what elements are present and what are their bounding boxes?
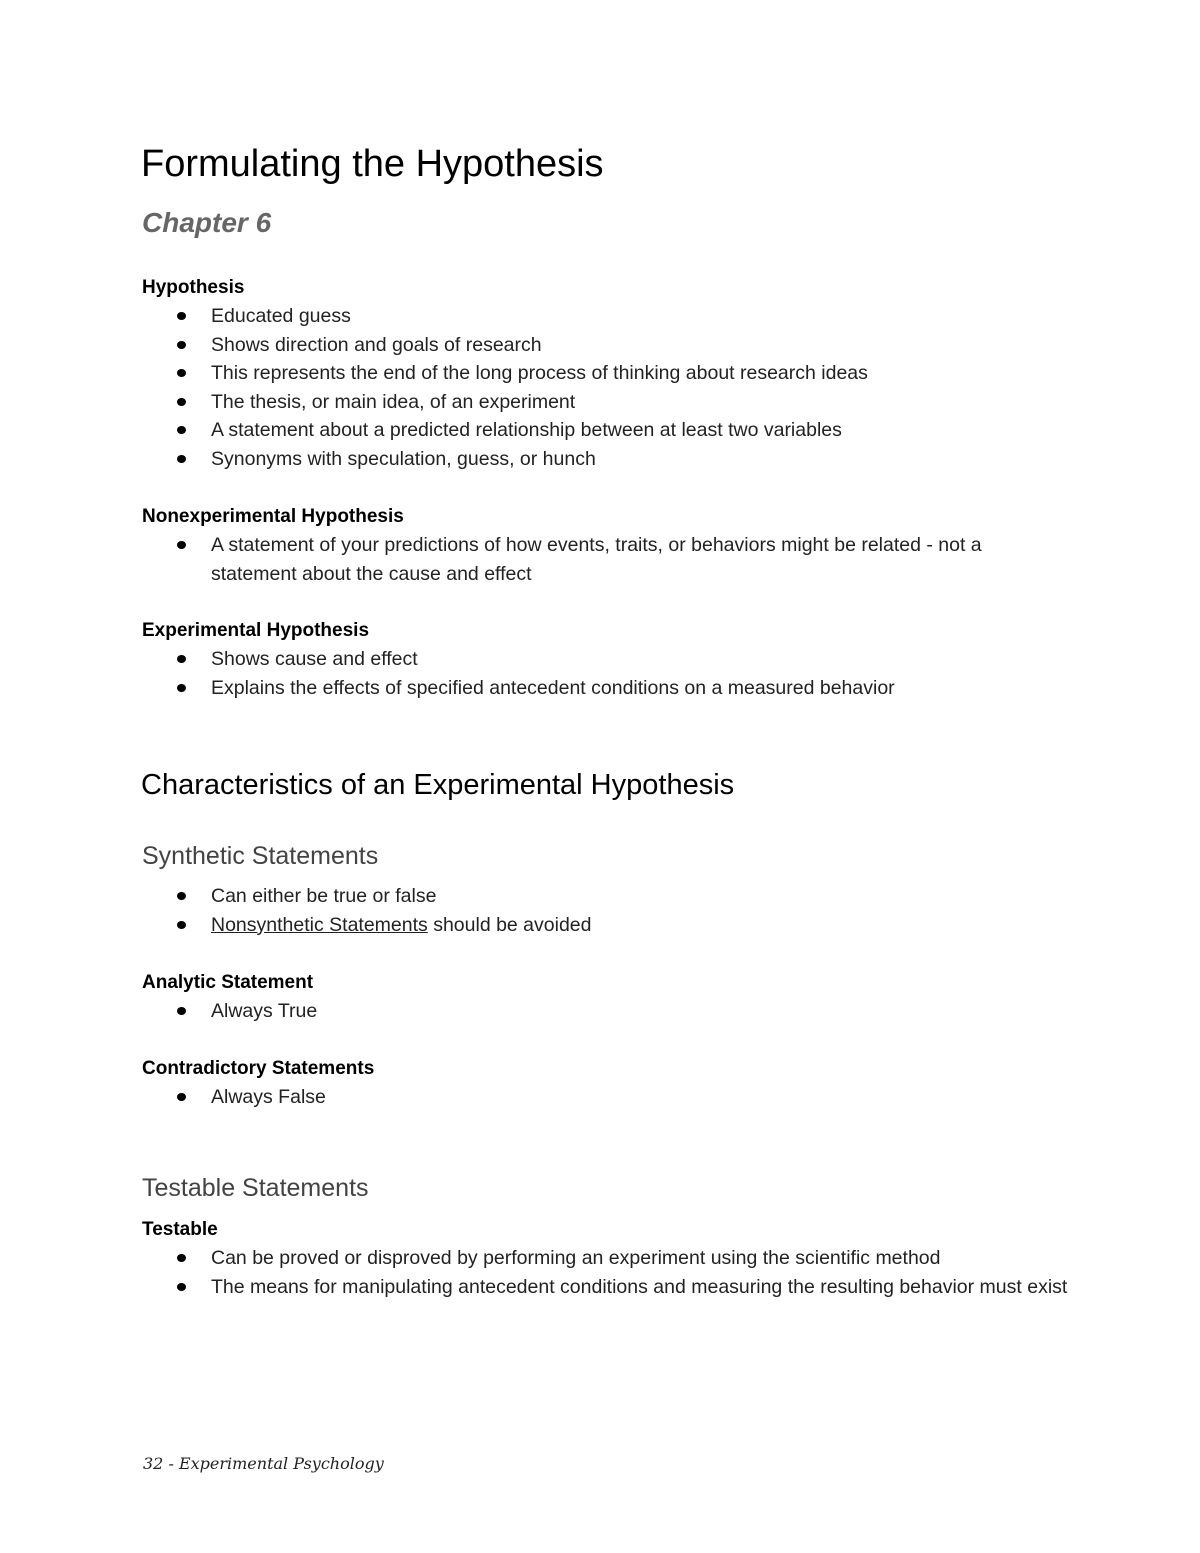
analytic-list (176, 997, 1076, 1026)
hypothesis-list (176, 302, 1076, 473)
list-item: A statement about a predicted relationship between at least two variables (176, 416, 1076, 445)
bullet-icon (177, 426, 186, 434)
nonexperimental-list (176, 531, 1056, 588)
nonexperimental-label: Nonexperimental Hypothesis (142, 506, 404, 527)
list-item: The thesis, or main idea, of an experiment (176, 388, 1076, 417)
page-footer: 32 - Experimental Psychology (143, 1454, 384, 1473)
synthetic-list (176, 882, 1076, 939)
list-item: Always True (176, 997, 1076, 1026)
list-item: This represents the end of the long process of thinking about research ideas (176, 359, 1076, 388)
bullet-icon (177, 369, 186, 377)
bullet-icon (177, 341, 186, 349)
list-item: Shows cause and effect (176, 645, 1076, 674)
synthetic-heading: Synthetic Statements (142, 842, 379, 870)
contradictory-list (176, 1083, 1076, 1112)
page-title: Formulating the Hypothesis (141, 143, 604, 185)
hypothesis-label: Hypothesis (142, 277, 245, 298)
bullet-icon (177, 921, 186, 929)
characteristics-heading: Characteristics of an Experimental Hypothesis (141, 769, 735, 801)
bullet-icon (177, 455, 186, 463)
contradictory-label: Contradictory Statements (142, 1058, 375, 1079)
bullet-icon (177, 684, 186, 692)
bullet-icon (177, 541, 186, 549)
list-item: Explains the effects of specified antecedent conditions on a measured behavior (176, 674, 1076, 703)
nonsynthetic-link[interactable]: Nonsynthetic Statements (211, 913, 428, 936)
list-item: The means for manipulating antecedent conditions and measuring the resulting behavior must exist (176, 1273, 1076, 1302)
bullet-icon (177, 1283, 186, 1291)
experimental-list (176, 645, 1076, 702)
bullet-icon (177, 655, 186, 663)
bullet-icon (177, 1093, 186, 1101)
bullet-icon (177, 1007, 186, 1015)
analytic-label: Analytic Statement (142, 972, 314, 993)
bullet-icon (177, 892, 186, 900)
list-item: Nonsynthetic Statements should be avoided (176, 911, 1076, 940)
page-subtitle: Chapter 6 (142, 207, 272, 238)
bullet-icon (177, 1254, 186, 1262)
testable-heading: Testable Statements (142, 1174, 369, 1202)
testable-list (176, 1244, 1076, 1301)
bullet-icon (177, 312, 186, 320)
list-item: Shows direction and goals of research (176, 331, 1076, 360)
experimental-label: Experimental Hypothesis (142, 620, 370, 641)
list-item: Synonyms with speculation, guess, or hunch (176, 445, 1076, 474)
list-item: Educated guess (176, 302, 1076, 331)
list-item: A statement of your predictions of how events, traits, or behaviors might be related - not a statement about the cause and effect (176, 531, 1056, 588)
testable-label: Testable (142, 1219, 218, 1240)
list-item: Can be proved or disproved by performing an experiment using the scientific method (176, 1244, 1076, 1273)
list-item: Can either be true or false (176, 882, 1076, 911)
list-item: Always False (176, 1083, 1076, 1112)
bullet-icon (177, 398, 186, 406)
